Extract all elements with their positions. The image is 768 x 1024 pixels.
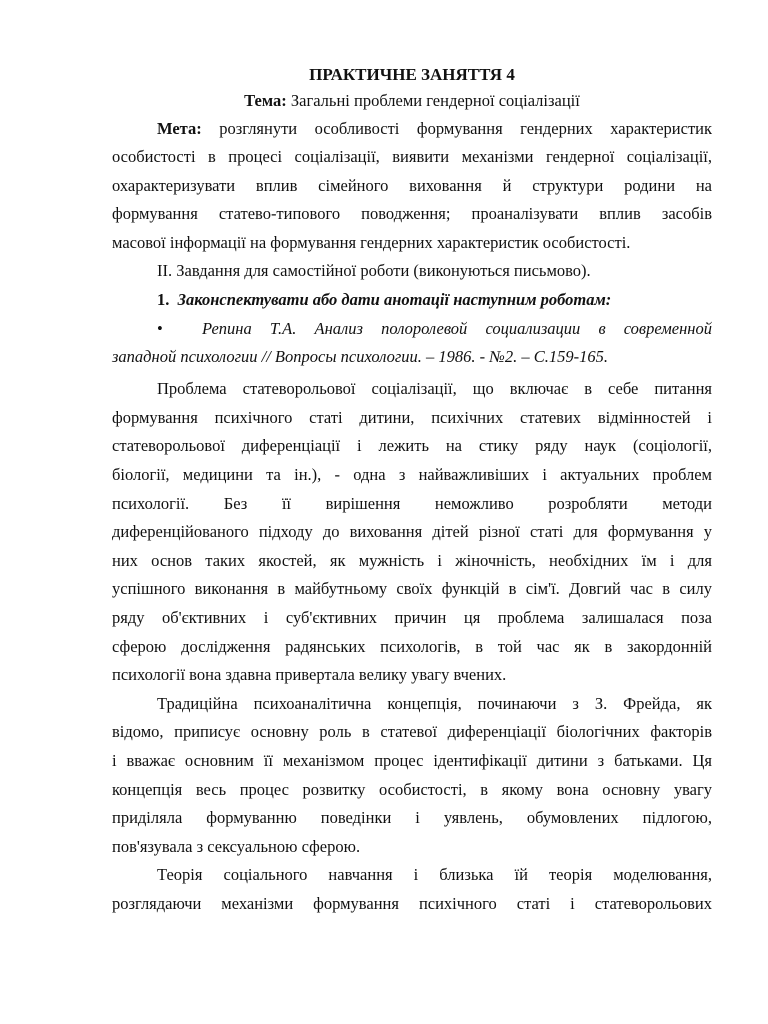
goal-line-3: охарактеризувати вплив сімейного виховання й структури родини на [112, 175, 712, 195]
paragraph2-line-6: пов'язувала з сексуальною сферою. [112, 836, 361, 856]
paragraph1-line-11: психології вона здавна привертала велику увагу вчених. [112, 665, 507, 685]
paragraph2-line-3: і вважає основним її механізмом процес ідентифікації дитини з батьками. Ця [112, 750, 712, 770]
paragraph1-line-5: психології. Без її вирішення неможливо розробляти методи [112, 493, 712, 513]
paragraph2-line-1: Традиційна психоаналітична концепція, починаючи з З. Фрейда, як [157, 693, 712, 713]
goal-line-1 [112, 115, 712, 144]
goal-label: Мета: [157, 118, 202, 138]
goal-line-4: формування статево-типового поводження; проаналізувати вплив засобів [112, 204, 712, 224]
goal-text-1: розглянути особливості формування гендерних характеристик [201, 118, 712, 138]
bullet-icon: • [157, 318, 163, 338]
task-item [112, 286, 712, 315]
goal-line-2: особистості в процесі соціалізації, виявити механізми гендерної соціалізації, [112, 147, 712, 167]
topic-label: Тема: [244, 91, 287, 110]
paragraph1-line-3: статеворольової диференціації і лежить на стику ряду наук (соціології, [112, 436, 712, 456]
topic-text: Загальні проблеми гендерної соціалізації [286, 91, 580, 110]
task-number: 1. [157, 290, 170, 310]
paragraph1-line-6: диференційованого підходу до виховання дітей різної статі для формування у [112, 522, 712, 542]
paragraph2-line-4: концепція весь процес розвитку особистості, в якому вона основну увагу [112, 779, 712, 799]
paragraph3-line-2: розглядаючи механізми формування психічного статі і статеворольових [112, 893, 712, 913]
topic-line [112, 88, 712, 115]
document-page [112, 62, 712, 919]
paragraph1-line-8: успішного виконання в майбутньому своїх функцій в сім'ї. Довгий час в силу [112, 579, 712, 599]
paragraph1-line-2: формування психічного статі дитини, психічних статевих відмінностей і [112, 407, 712, 427]
page-title: ПРАКТИЧНЕ ЗАНЯТТЯ 4 [309, 65, 515, 84]
paragraph1-line-7: них основ таких якостей, як мужність і жіночність, необхідних їм і для [112, 550, 712, 570]
task-text: Законспектувати або дати анотації наступним роботам: [177, 290, 612, 310]
goal-line-5: масової інформації на формування гендерних характеристик особистості. [112, 232, 631, 252]
paragraph2-line-5: приділяла формуванню поведінки і уявлень, обумовлених підлогою, [112, 808, 712, 828]
bullet-line-2: западной психологии // Вопросы психологии. – 1986. - №2. – С.159-165. [112, 346, 608, 366]
paragraph1-line-1: Проблема статеворольової соціалізації, що включає в себе питання [157, 379, 712, 399]
bullet-item [112, 315, 712, 343]
paragraph1-line-9: ряду об'єктивних і суб'єктивних причин ця проблема залишалася поза [112, 608, 712, 627]
paragraph2-line-2: відомо, приписує основну роль в статевої диференціації біологічних факторів [112, 722, 712, 742]
paragraph1-line-4: біології, медицини та ін.), - одна з найважливіших і актуальних проблем [112, 465, 712, 485]
bullet-line-1: Репина Т.А. Анализ полоролевой социализации в современной [202, 318, 712, 338]
paragraph3-line-1: Теорія соціального навчання і близька їй теорія моделювання, [157, 865, 712, 885]
section-heading: ІІ. Завдання для самостійної роботи (виконуються письмово). [157, 261, 591, 281]
paragraph1-line-10: сферою дослідження радянських психологів, в той час як в закордонній [112, 636, 712, 656]
